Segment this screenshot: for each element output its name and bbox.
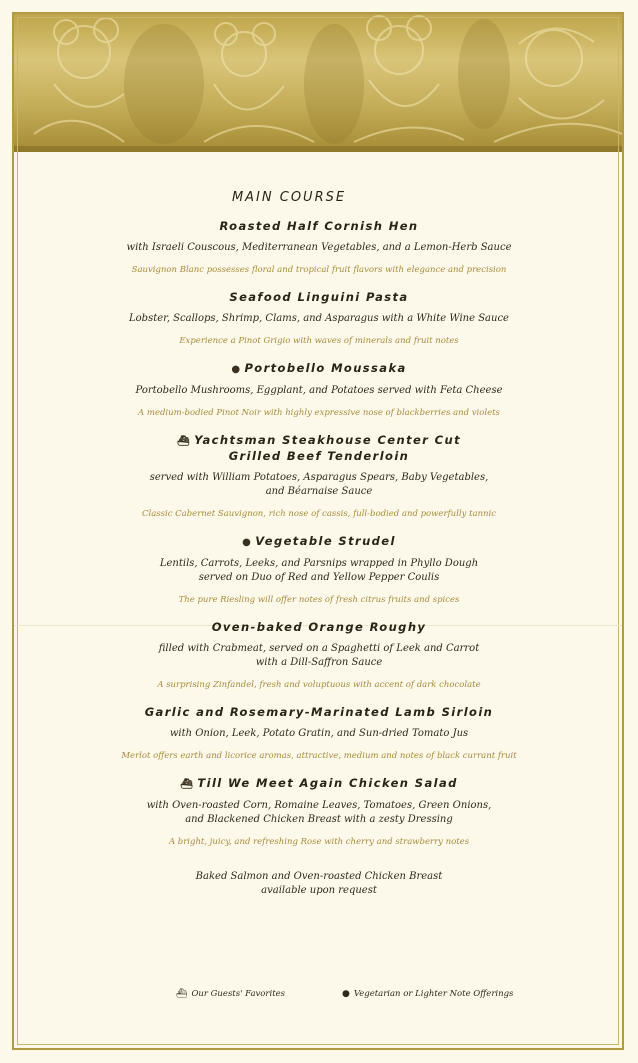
dish-description xyxy=(30,642,608,670)
request-line: Baked Salmon and Oven-roasted Chicken Breast xyxy=(195,871,443,882)
dish-description xyxy=(30,241,608,255)
dish-item xyxy=(30,705,608,762)
wine-pairing: A medium-bodied Pinot Noir with highly expressive nose of blackberries and violets xyxy=(138,408,500,418)
dish-description-line: served with William Potatoes, Asparagus Spears, Baby Vegetables, xyxy=(149,472,489,483)
mickey-icon: ● xyxy=(231,364,242,375)
dish-description xyxy=(30,312,608,326)
dish-name xyxy=(30,705,608,720)
dish-description-line: Lobster, Scallops, Shrimp, Clams, and Asparagus with a White Wine Sauce xyxy=(129,313,509,324)
dish-description-line: with a Dill-Saffron Sauce xyxy=(255,657,383,668)
dish-item xyxy=(30,290,608,347)
dish-description-line: Lentils, Carrots, Leeks, and Parsnips wrapped in Phyllo Dough xyxy=(159,558,479,569)
legend-vegetarian-label: Vegetarian or Lighter Note Offerings xyxy=(353,989,514,999)
dish-description xyxy=(30,727,608,741)
mickey-icon: ● xyxy=(342,989,350,999)
dish-name-text: Till We Meet Again Chicken Salad xyxy=(197,776,458,790)
section-title: MAIN COURSE xyxy=(231,190,347,205)
wine-pairing: Experience a Pinot Grigio with waves of minerals and fruit notes xyxy=(179,336,459,346)
dish-description xyxy=(30,799,608,827)
ship-icon: ⛴ xyxy=(180,779,195,790)
dish-description-line: filled with Crabmeat, served on a Spaghetti of Leek and Carrot xyxy=(158,643,480,654)
ship-icon: ⛴ xyxy=(176,989,188,999)
legend-favorites xyxy=(176,989,285,999)
dish-item xyxy=(30,361,608,419)
dish-list xyxy=(30,219,608,848)
dish-description-line: with Israeli Couscous, Mediterranean Vegetables, and a Lemon-Herb Sauce xyxy=(126,242,512,253)
dish-description xyxy=(30,471,608,499)
dish-item xyxy=(30,219,608,276)
dish-description-line: with Onion, Leek, Potato Gratin, and Sun-dried Tomato Jus xyxy=(169,728,469,739)
dish-description-line: served on Duo of Red and Yellow Pepper Coulis xyxy=(198,572,440,583)
menu-content xyxy=(30,190,608,898)
dish-name xyxy=(30,620,608,635)
wine-pairing: Classic Cabernet Sauvignon, rich nose of cassis, full-bodied and powerfully tannic xyxy=(141,509,497,519)
request-note xyxy=(30,870,608,898)
dish-name xyxy=(30,290,608,305)
dish-name-text: Oven-baked Orange Roughy xyxy=(211,620,427,634)
dish-name xyxy=(30,776,608,792)
dish-name xyxy=(30,534,608,550)
ship-icon: ⛴ xyxy=(177,436,192,447)
dish-name-text: Vegetable Strudel xyxy=(255,534,396,548)
dish-item xyxy=(30,534,608,606)
dish-description-line: with Oven-roasted Corn, Romaine Leaves, Tomatoes, Green Onions, xyxy=(146,800,492,811)
dish-description xyxy=(30,557,608,585)
legend-vegetarian xyxy=(342,989,513,999)
dish-description-line: and Blackened Chicken Breast with a zesty Dressing xyxy=(185,814,453,825)
legend-favorites-label: Our Guests' Favorites xyxy=(191,989,286,999)
dish-name xyxy=(30,433,608,449)
dish-name-text: Garlic and Rosemary-Marinated Lamb Sirloin xyxy=(144,705,494,719)
dish-item xyxy=(30,620,608,691)
dish-name xyxy=(30,219,608,234)
wine-pairing: A bright, juicy, and refreshing Rose with cherry and strawberry notes xyxy=(168,837,470,847)
dish-description xyxy=(30,384,608,398)
dish-name-text: Seafood Linguini Pasta xyxy=(229,290,409,304)
dish-name-text: Portobello Moussaka xyxy=(244,361,407,375)
dish-item xyxy=(30,433,608,520)
dish-description-line: and Béarnaise Sauce xyxy=(265,486,373,497)
mickey-icon: ● xyxy=(242,537,253,548)
dish-name-text: Yachtsman Steakhouse Center Cut xyxy=(194,433,461,447)
dish-name-line2: Grilled Beef Tenderloin xyxy=(228,449,410,463)
wine-pairing: The pure Riesling will offer notes of fresh citrus fruits and spices xyxy=(178,595,460,605)
dish-item xyxy=(30,776,608,848)
wine-pairing: A surprising Zinfandel, fresh and voluptuous with accent of dark chocolate xyxy=(157,680,481,690)
dish-description-line: Portobello Mushrooms, Eggplant, and Potatoes served with Feta Cheese xyxy=(135,385,503,396)
wine-pairing: Sauvignon Blanc possesses floral and tropical fruit flavors with elegance and precision xyxy=(131,265,507,275)
dish-name xyxy=(30,361,608,377)
request-line: available upon request xyxy=(261,885,377,896)
dish-name-text: Roasted Half Cornish Hen xyxy=(219,219,419,233)
wine-pairing: Merlot offers earth and licorice aromas, attractive, medium and notes of black currant fruit xyxy=(121,751,517,761)
